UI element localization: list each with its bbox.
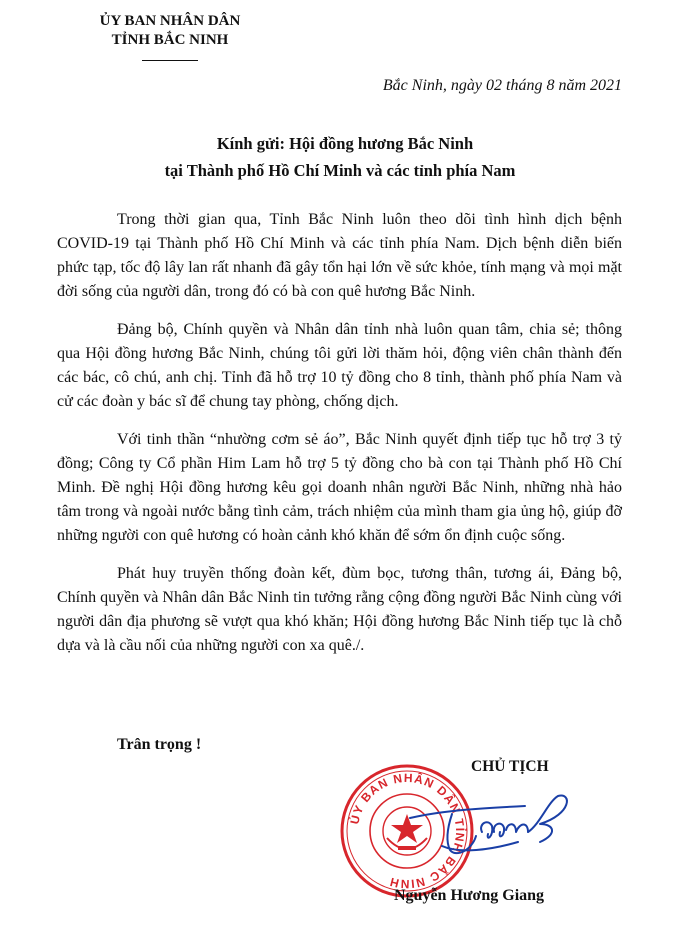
place-and-date: Bắc Ninh, ngày 02 tháng 8 năm 2021 [382,77,622,94]
closing-salutation: Trân trọng ! [117,736,202,753]
signer-name: Nguyễn Hương Giang [394,887,545,904]
letter-body [57,208,622,672]
body-paragraph: Phát huy truyền thống đoàn kết, đùm bọc, tương thân, tương ái, Đảng bộ, Chính quyền và Nhân dân Bắc Ninh tin tưởng rằng cộng đồng người Bắc Ninh cùng với người dân địa phương sẽ vượt qua khó khăn; Hội đồng hương Bắc Ninh tiếp tục là chỗ dựa và là cầu nối của những người con xa quê./. [57,565,622,654]
issuing-authority [70,12,270,61]
handwritten-signature [390,788,580,868]
addressee-line-1: Kính gửi: Hội đồng hương Bắc Ninh [216,134,474,153]
authority-line-2: TỈNH BẮC NINH [111,32,229,48]
addressee-line-2: tại Thành phố Hồ Chí Minh và các tỉnh phía Nam [164,161,516,180]
authority-line-1: ỦY BAN NHÂN DÂN [99,13,241,29]
body-paragraph: Đảng bộ, Chính quyền và Nhân dân tỉnh nhà luôn quan tâm, chia sẻ; thông qua Hội đồng hương Bắc Ninh, chúng tôi gửi lời thăm hỏi, động viên chân thành đến các bác, cô chú, anh chị. Tỉnh đã hỗ trợ 10 tỷ đồng cho 8 tỉnh, thành phố phía Nam và cử các đoàn y bác sĩ để chung tay phòng, chống dịch. [57,321,622,410]
header-divider [142,60,198,61]
addressee [0,130,680,184]
body-paragraph: Với tinh thần “nhường cơm sẻ áo”, Bắc Ninh quyết định tiếp tục hỗ trợ 3 tỷ đồng; Công ty Cổ phần Him Lam hỗ trợ 5 tỷ đồng cho bà con tại Thành phố Hồ Chí Minh. Đề nghị Hội đồng hương kêu gọi doanh nhân người Bắc Ninh, những nhà hảo tâm trong và ngoài nước bằng tình cảm, trách nhiệm của mình tham gia ủng hộ, giúp đỡ những người con quê hương có hoàn cảnh khó khăn để sớm ổn định cuộc sống. [57,431,622,544]
body-paragraph: Trong thời gian qua, Tỉnh Bắc Ninh luôn theo dõi tình hình dịch bệnh COVID-19 tại Thành phố Hồ Chí Minh và các tỉnh phía Nam. Dịch bệnh diễn biến phức tạp, tốc độ lây lan rất nhanh đã gây tổn hại lớn về sức khỏe, tính mạng và mọi mặt đời sống của người dân, trong đó có bà con quê hương Bắc Ninh. [57,211,622,300]
signer-title: CHỦ TỊCH [471,758,549,775]
seal-text: ỦY BAN NHÂN DÂN TỈNH BẮC NINH [347,770,468,892]
